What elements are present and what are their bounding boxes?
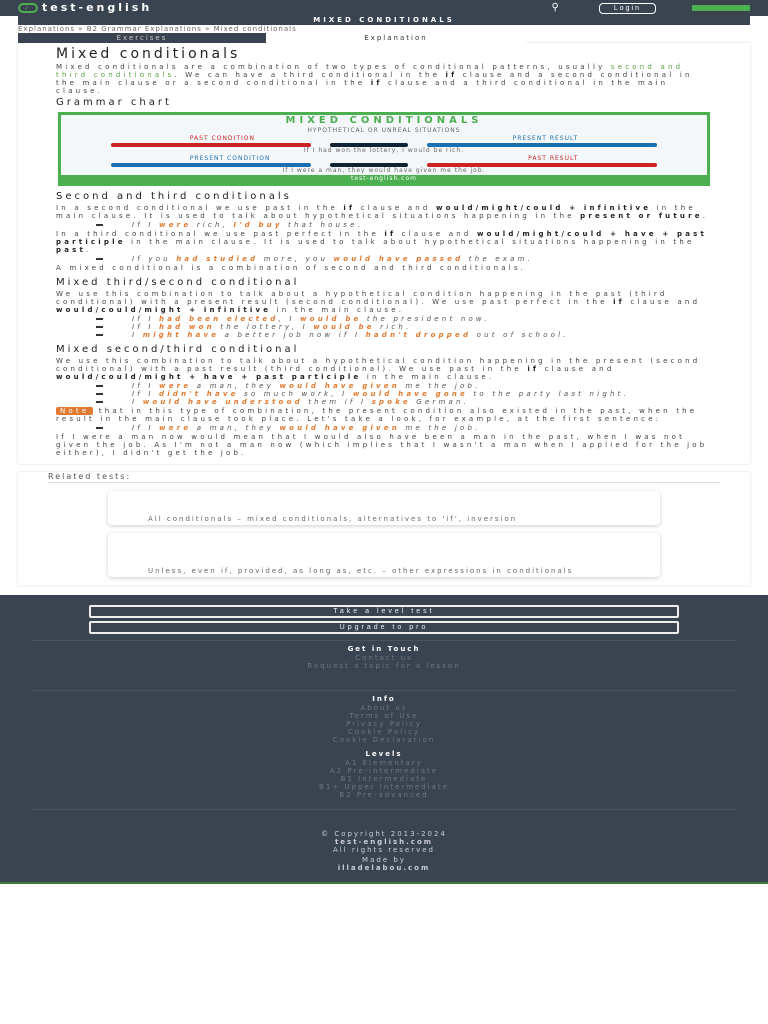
paragraph: In a second conditional we use past in the if clause and would/might/could + infinitive in the main clause. It is used to talk about hypothetical situations happening in the present or future. — [56, 204, 709, 220]
main-heading: Mixed conditionals — [56, 46, 241, 62]
chart-example: If I had won the lottery, I would be rich. — [303, 147, 465, 154]
maker-link[interactable]: illadelabou.com — [337, 864, 431, 872]
made-by: Made by — [362, 856, 406, 864]
logo-text: test-english — [42, 1, 153, 14]
grammar-chart-image — [58, 112, 710, 186]
example: If I were a man, they would have given me the job. — [56, 424, 712, 432]
upgrade-button[interactable]: Upgrade to pro — [89, 621, 679, 634]
chart-label: PRESENT RESULT — [512, 135, 579, 142]
footer-link[interactable]: Request a topic for a lesson — [307, 662, 461, 670]
section-heading: Mixed third/second conditional — [56, 277, 300, 288]
footer-link[interactable]: B1 Intermediate — [340, 775, 428, 783]
explanation-content — [18, 43, 750, 464]
chart-heading: Grammar chart — [56, 97, 172, 108]
example: If I didn't have so much work, I would have gone to the party last night. — [56, 390, 712, 398]
paragraph: A mixed conditional is a combination of second and third conditionals. — [56, 264, 527, 272]
copyright-site[interactable]: test-english.com — [334, 838, 434, 846]
related-test-title: All conditionals – mixed conditionals, alternatives to 'if', inversion — [148, 515, 518, 523]
intro-paragraph: Mixed conditionals are a combination of two types of conditional patterns, usually second and third conditionals. We can have a third conditional in the if clause and a second conditional in the main clause or a second conditional in the if clause and a third conditional in the main clause. — [56, 63, 693, 95]
footer-link[interactable]: B2 Pre-advanced — [339, 791, 429, 799]
footer-heading: Info — [372, 695, 396, 703]
related-tests — [18, 472, 750, 585]
related-heading: Related tests: — [48, 472, 720, 483]
note-badge: Note — [56, 407, 93, 415]
copyright: © Copyright 2013-2024 — [321, 830, 447, 838]
paragraph: In a third conditional we use past perfect in the if clause and would/might/could + have + past participle in the main clause. It is used to talk about hypothetical situations happening in the past. — [56, 230, 708, 254]
footer-link[interactable]: Privacy Policy — [346, 720, 422, 728]
footer-heading: Get in Touch — [347, 645, 421, 653]
tab-exercises[interactable]: Exercises — [18, 33, 266, 43]
example: If I had won the lottery, I would be rich. — [56, 323, 712, 331]
top-header — [0, 0, 768, 16]
related-test-card[interactable] — [108, 533, 660, 577]
section-heading: Mixed second/third conditional — [56, 344, 300, 355]
footer-link[interactable]: Terms of Use — [349, 712, 419, 720]
example: I would have understood them if I spoke German. — [56, 398, 712, 406]
tab-explanation[interactable]: Explanation — [266, 33, 526, 43]
note-paragraph: Note that in this type of combination, the present condition also existed in the past, when the result in the main clause took place. Let's take a look, for example, at the first sentence: — [56, 407, 698, 423]
chart-title: MIXED CONDITIONALS — [285, 115, 483, 126]
paragraph: We use this combination to talk about a hypothetical condition happening in the present (second conditional) with a past result (third conditional). We use past in the if clause and would/could/might + have + past participle in the main clause. — [56, 357, 701, 381]
example: If you had studied more, you would have passed the exam. — [56, 255, 712, 263]
related-test-card[interactable] — [108, 491, 660, 525]
footer-link[interactable]: A2 Pre-intermediate — [329, 767, 439, 775]
chart-label: PRESENT CONDITION — [189, 155, 271, 162]
chart-subtitle: HYPOTHETICAL OR UNREAL SITUATIONS — [307, 127, 461, 134]
chart-label: PAST CONDITION — [189, 135, 255, 142]
chart-label: PAST RESULT — [528, 155, 579, 162]
breadcrumb[interactable]: Explanations » B2 Grammar Explanations » Mixed conditionals — [18, 25, 297, 33]
example: If I were a man, they would have given me the job. — [56, 382, 712, 390]
footer-strip — [0, 882, 768, 884]
footer-link[interactable]: About us — [360, 704, 408, 712]
check-logo-icon: ✓ — [18, 3, 38, 13]
rights: All rights reserved — [333, 846, 435, 854]
section-heading: Second and third conditionals — [56, 191, 292, 202]
footer — [0, 595, 768, 884]
footer-link[interactable]: Cookie Declaration — [332, 736, 436, 744]
menu-button[interactable] — [692, 5, 750, 11]
related-test-title: Unless, even if, provided, as long as, etc. – other expressions in conditionals — [148, 567, 574, 575]
chart-footer: test-english.com — [61, 175, 707, 183]
level-test-button[interactable]: Take a level test — [89, 605, 679, 618]
logo[interactable] — [18, 1, 152, 15]
example: If I were rich, I'd buy that house. — [56, 221, 712, 229]
search-icon[interactable]: ⚲ — [551, 2, 559, 13]
page-title-bar: MIXED CONDITIONALS — [18, 16, 750, 25]
login-button[interactable]: Login — [599, 3, 656, 14]
paragraph: We use this combination to talk about a hypothetical condition happening in the past (third conditional) with a present result (second conditional). We use past perfect in the if clause and would/could/might + infinitive in the main clause. — [56, 290, 701, 314]
footer-link[interactable]: Contact us — [355, 654, 413, 662]
example: I might have a better job now if I hadn't dropped out of school. — [56, 331, 712, 339]
paragraph: If I were a man now would mean that I would also have been a man in the past, when I was not given the job. As I'm not a man now (which implies that I wasn't a man when I applied for the job either), I didn't get the job. — [56, 433, 708, 457]
footer-link[interactable]: B1+ Upper Intermediate — [319, 783, 449, 791]
footer-link[interactable]: Cookie Policy — [347, 728, 421, 736]
example: If I had been elected, I would be the president now. — [56, 315, 712, 323]
footer-link[interactable]: A1 Elementary — [345, 759, 423, 767]
chart-example: If I were a man, they would have given me the job. — [282, 167, 486, 174]
tabs — [18, 33, 750, 43]
footer-heading: Levels — [365, 750, 403, 758]
